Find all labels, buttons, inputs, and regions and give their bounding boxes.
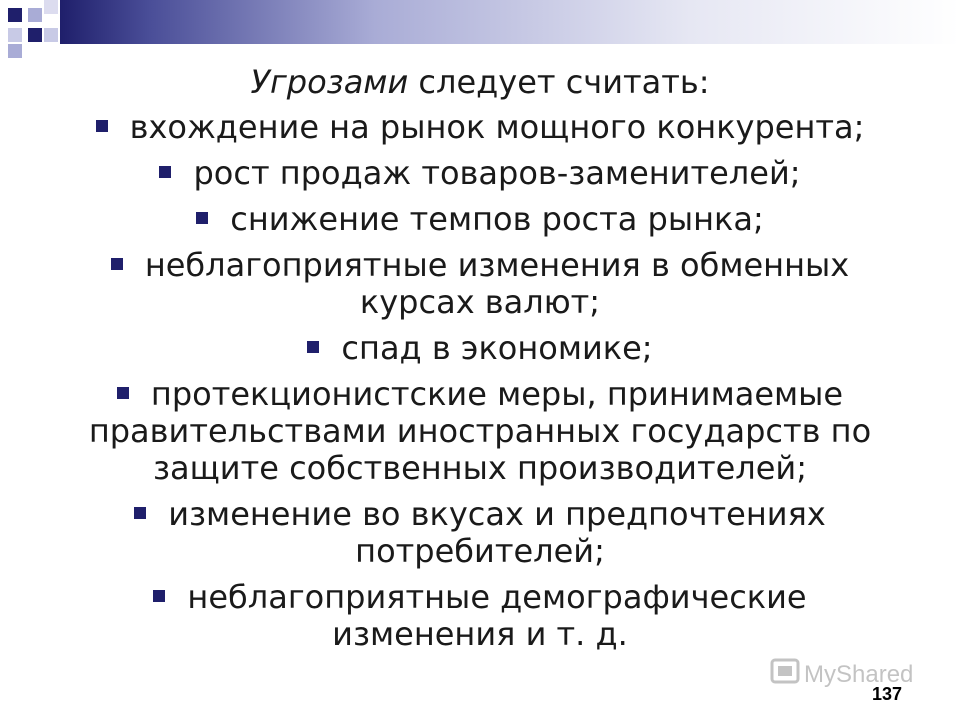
square-bullet-icon <box>111 258 123 270</box>
deco-gradient-bar <box>60 0 960 44</box>
item-text: неблагоприятные демографические <box>187 578 807 616</box>
item-text: снижение темпов роста рынка; <box>230 200 764 238</box>
square-bullet-icon <box>307 341 319 353</box>
deco-square-light <box>8 28 22 42</box>
square-bullet-icon <box>117 387 129 399</box>
intro-line <box>40 64 920 101</box>
list-item <box>40 201 920 238</box>
item-text-continued: изменения и т. д. <box>332 615 628 653</box>
list-item <box>40 155 920 192</box>
deco-square-light <box>44 0 58 14</box>
item-text: протекционистские меры, принимаемые <box>150 375 844 413</box>
list-item <box>40 579 920 653</box>
item-text-continued: правительствами иностранных государств по <box>88 412 872 450</box>
item-text-continued: защите собственных производителей; <box>153 449 807 487</box>
deco-square-dark <box>8 8 22 22</box>
list-item <box>40 376 920 487</box>
list-item <box>40 496 920 570</box>
square-bullet-icon <box>153 590 165 602</box>
item-text: вхождение на рынок мощного конкурента; <box>129 108 865 146</box>
deco-square-light <box>28 8 42 22</box>
deco-square-light <box>8 44 22 58</box>
intro-rest: следует считать: <box>408 63 710 101</box>
item-text: спад в экономике; <box>341 329 653 367</box>
square-bullet-icon <box>196 212 208 224</box>
page-number: 137 <box>872 684 903 704</box>
item-text: изменение во вкусах и предпочтениях <box>168 495 826 533</box>
item-text-continued: курсах валют; <box>359 283 601 321</box>
deco-square-dark <box>28 28 42 42</box>
list-item <box>40 247 920 321</box>
item-text-continued: потребителей; <box>355 532 605 570</box>
item-text: рост продаж товаров-заменителей; <box>193 154 801 192</box>
square-bullet-icon <box>96 120 108 132</box>
item-text: неблагоприятные изменения в обменных <box>144 246 850 284</box>
square-bullet-icon <box>134 507 146 519</box>
deco-square-light <box>44 28 58 42</box>
slide-content <box>40 62 920 662</box>
list-item <box>40 330 920 367</box>
square-bullet-icon <box>159 166 171 178</box>
list-item <box>40 109 920 146</box>
header-decoration <box>0 0 960 60</box>
intro-emphasis: Угрозами <box>250 63 409 101</box>
svg-text:MyShared: MyShared <box>804 661 914 688</box>
